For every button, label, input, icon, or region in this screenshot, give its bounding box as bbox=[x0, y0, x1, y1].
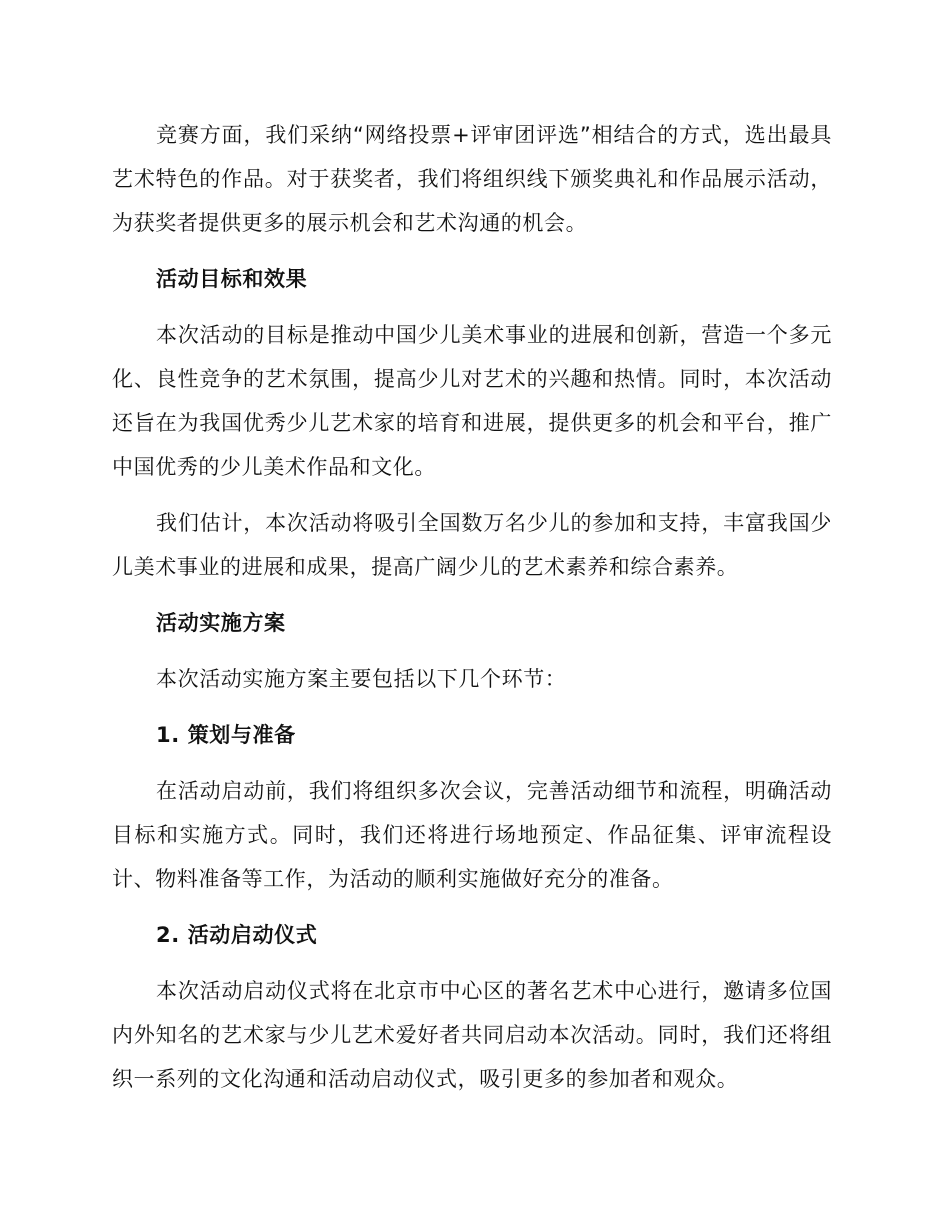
heading-planning: 1. 策划与准备 bbox=[156, 723, 296, 747]
heading-launch-ceremony: 2. 活动启动仪式 bbox=[156, 923, 318, 947]
heading-goals-effects: 活动目标和效果 bbox=[156, 267, 308, 291]
paragraph-estimate: 我们估计，本次活动将吸引全国数万名少儿的参加和支持，丰富我国少儿美术事业的进展和成果，提高广阔少儿的艺术素养和综合素养。 bbox=[112, 511, 832, 579]
paragraph-goals: 本次活动的目标是推动中国少儿美术事业的进展和创新，营造一个多元化、良性竞争的艺术氛围，提高少儿对艺术的兴趣和热情。同时，本次活动还旨在为我国优秀少儿艺术家的培育和进展，提供更多的机会和平台，推广中国优秀的少儿美术作品和文化。 bbox=[112, 323, 832, 479]
paragraph-launch-ceremony: 本次活动启动仪式将在北京市中心区的著名艺术中心进行，邀请多位国内外知名的艺术家与少儿艺术爱好者共同启动本次活动。同时，我们还将组织一系列的文化沟通和活动启动仪式，吸引更多的参加者和观众。 bbox=[112, 979, 832, 1091]
document-body bbox=[112, 113, 832, 1113]
paragraph-planning: 在活动启动前，我们将组织多次会议，完善活动细节和流程，明确活动目标和实施方式。同时，我们还将进行场地预定、作品征集、评审流程设计、物料准备等工作，为活动的顺利实施做好充分的准备。 bbox=[112, 779, 832, 891]
paragraph-competition: 竞赛方面，我们采纳“网络投票+评审团评选”相结合的方式，选出最具艺术特色的作品。对于获奖者，我们将组织线下颁奖典礼和作品展示活动，为获奖者提供更多的展示机会和艺术沟通的机会。 bbox=[112, 123, 832, 235]
paragraph-implementation-intro: 本次活动实施方案主要包括以下几个环节： bbox=[156, 667, 567, 691]
heading-implementation: 活动实施方案 bbox=[156, 611, 286, 635]
